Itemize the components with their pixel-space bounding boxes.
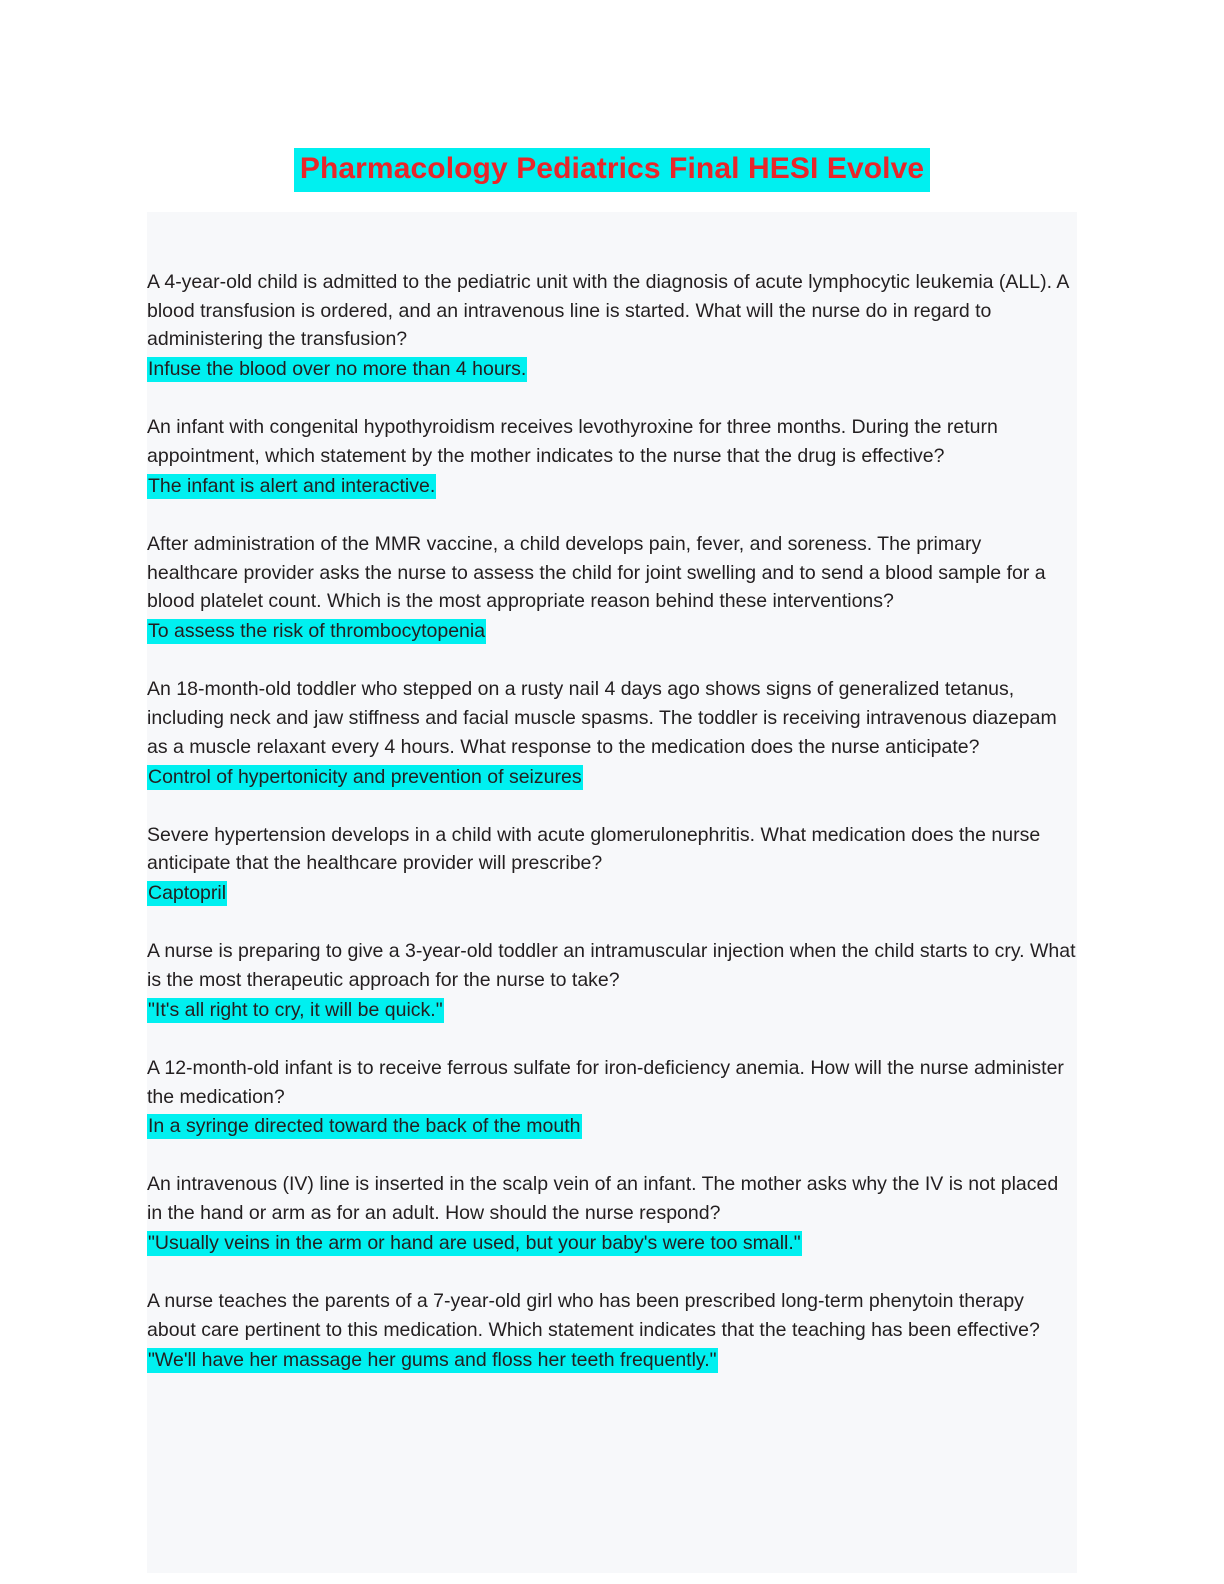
qa-item	[147, 1170, 1077, 1258]
answer-text: Infuse the blood over no more than 4 hours.	[148, 358, 527, 381]
qa-item	[147, 268, 1077, 384]
answer-text: Captopril	[148, 882, 227, 905]
answer-line	[147, 996, 1077, 1025]
qa-item	[147, 1287, 1077, 1375]
answer-text: "We'll have her massage her gums and floss her teeth frequently."	[148, 1348, 717, 1371]
qa-list	[147, 212, 1077, 1574]
question-text: A nurse is preparing to give a 3-year-old toddler an intramuscular injection when the child starts to cry. What is the most therapeutic approach for the nurse to take?	[147, 940, 1076, 992]
answer-text: "Usually veins in the arm or hand are used, but your baby's were too small."	[148, 1232, 801, 1255]
title-container	[0, 0, 1224, 212]
answer-line	[147, 1229, 1077, 1258]
question-text: After administration of the MMR vaccine, a child develops pain, fever, and soreness. The primary healthcare provider asks the nurse to assess the child for joint swelling and to send a blood sample for a blood platelet count. Which is the most appropriate reason behind these interventions?	[147, 532, 1046, 613]
answer-line	[147, 879, 1077, 908]
answer-line	[147, 763, 1077, 792]
answer-text: In a syringe directed toward the back of the mouth	[148, 1115, 581, 1138]
answer-line	[147, 355, 1077, 384]
answer-line	[147, 1346, 1077, 1375]
qa-item	[147, 821, 1077, 909]
question-text: Severe hypertension develops in a child with acute glomerulonephritis. What medication does the nurse anticipate that the healthcare provider will prescribe?	[147, 823, 1041, 875]
qa-item	[147, 1054, 1077, 1142]
qa-item	[147, 530, 1077, 646]
answer-line	[147, 1112, 1077, 1141]
question-text: An infant with congenital hypothyroidism receives levothyroxine for three months. During the return appointment, which statement by the mother indicates to the nurse that the drug is effective?	[147, 416, 998, 467]
question-text: A 4-year-old child is admitted to the pediatric unit with the diagnosis of acute lymphocytic leukemia (ALL). A blood transfusion is ordered, and an intravenous line is started. What will the nurse do in regard to administering the transfusion?	[147, 270, 1069, 351]
answer-text: The infant is alert and interactive.	[148, 474, 436, 497]
qa-item	[147, 937, 1077, 1025]
answer-line	[147, 472, 1077, 501]
answer-text: Control of hypertonicity and prevention of seizures	[148, 765, 582, 788]
answer-line	[147, 617, 1077, 646]
question-text: A 12-month-old infant is to receive ferrous sulfate for iron-deficiency anemia. How will the nurse administer the medication?	[147, 1056, 1064, 1108]
question-text: An 18-month-old toddler who stepped on a rusty nail 4 days ago shows signs of generalized tetanus, including neck and jaw stiffness and facial muscle spasms. The toddler is receiving intravenous diazepam as a muscle relaxant every 4 hours. What response to the medication does the nurse anticipate?	[147, 678, 1057, 758]
page-title: Pharmacology Pediatrics Final HESI Evolve	[294, 148, 930, 192]
answer-text: "It's all right to cry, it will be quick."	[148, 998, 443, 1021]
question-text: A nurse teaches the parents of a 7-year-old girl who has been prescribed long-term phenytoin therapy about care pertinent to this medication. Which statement indicates that the teaching has been effective?	[147, 1289, 1040, 1341]
page-bottom-spacer	[147, 1403, 1077, 1573]
question-text: An intravenous (IV) line is inserted in the scalp vein of an infant. The mother asks why the IV is not placed in the hand or arm as for an adult. How should the nurse respond?	[147, 1173, 1059, 1225]
qa-item	[147, 675, 1077, 791]
qa-item	[147, 413, 1077, 501]
answer-text: To assess the risk of thrombocytopenia	[148, 620, 486, 643]
